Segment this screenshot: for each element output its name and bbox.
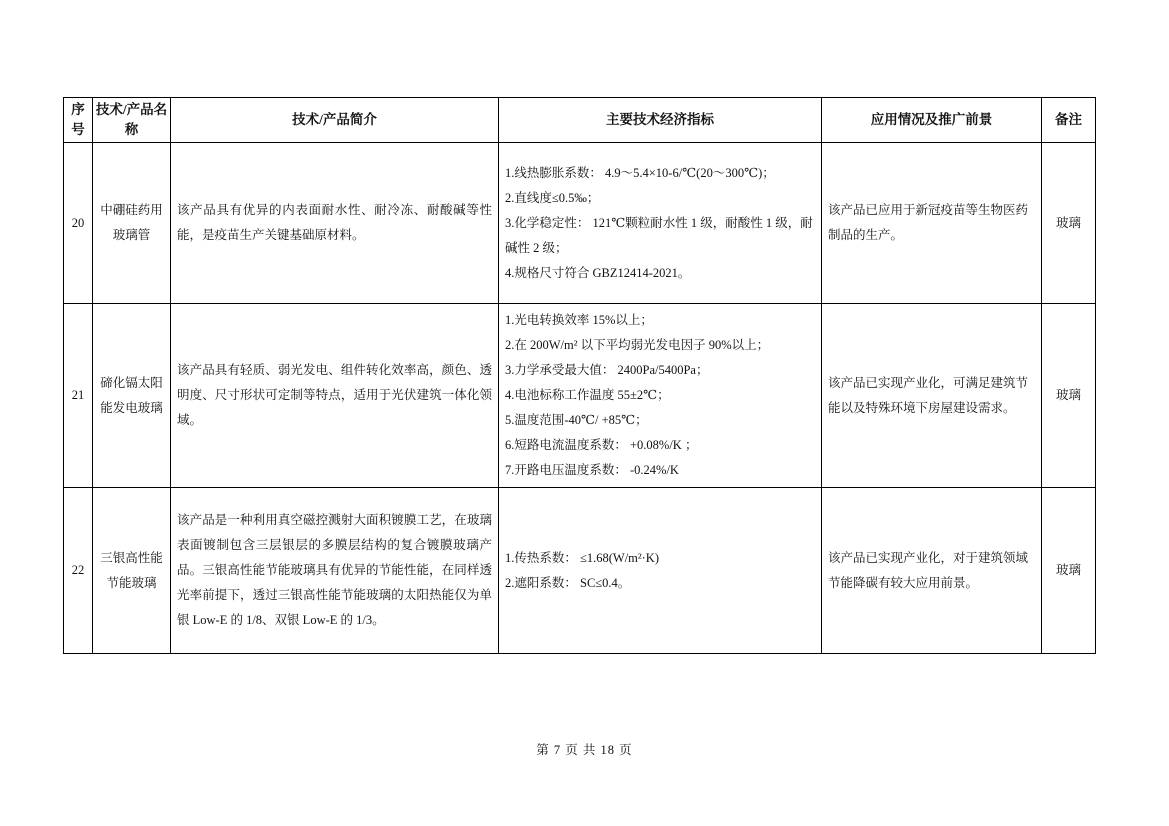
- indicator-line: 1.传热系数： ≤1.68(W/m²·K): [505, 550, 659, 565]
- table-row: [64, 304, 1096, 488]
- indicator-line: 6.短路电流温度系数： +0.08%/K ；: [505, 438, 698, 452]
- indicator-line: 1.线热膨胀系数： 4.9～5.4×10-6/℃(20～300℃)；: [505, 165, 775, 180]
- indicator-line: 2.遮阳系数： SC≤0.4。: [505, 575, 631, 590]
- col-header-indicators: 主要技术经济指标: [499, 98, 822, 143]
- col-header-no: 序号: [64, 98, 93, 143]
- col-header-name: 技术/产品名称: [93, 98, 171, 143]
- indicator-line: 4.电池标称工作温度 55±2℃；: [505, 388, 670, 402]
- indicator-line: 1.光电转换效率 15%以上；: [505, 313, 653, 327]
- indicator-line: 3.力学承受最大值： 2400Pa/5400Pa；: [505, 363, 709, 377]
- table-row: [64, 488, 1096, 654]
- note-text: 玻璃: [1042, 304, 1096, 488]
- indicators-cell: [499, 304, 822, 488]
- application-text: 该产品已实现产业化，对于建筑领域节能降碳有较大应用前景。: [822, 488, 1042, 654]
- col-header-application: 应用情况及推广前景: [822, 98, 1042, 143]
- product-intro: 该产品具有轻质、弱光发电、组件转化效率高，颜色、透明度、尺寸形状可定制等特点，适用于光伏建筑一体化领域。: [171, 304, 499, 488]
- row-number: 22: [64, 488, 93, 654]
- note-text: 玻璃: [1042, 488, 1096, 654]
- product-intro: 该产品是一种利用真空磁控溅射大面积镀膜工艺，在玻璃表面镀制包含三层银层的多膜层结构的复合镀膜玻璃产品。三银高性能节能玻璃具有优异的节能性能，在同样透光率前提下，透过三银高性能节能玻璃的太阳热能仅为单银 Low-E 的 1/8、双银 Low-E 的 1/3。: [171, 488, 499, 654]
- product-name: 三银高性能节能玻璃: [93, 488, 171, 654]
- note-text: 玻璃: [1042, 143, 1096, 304]
- row-number: 21: [64, 304, 93, 488]
- indicator-line: 3.化学稳定性： 121℃颗粒耐水性 1 级，耐酸性 1 级，耐碱性 2 级；: [505, 215, 813, 255]
- indicators-cell: [499, 143, 822, 304]
- indicator-line: 4.规格尺寸符合 GBZ12414-2021。: [505, 265, 691, 280]
- table-row: [64, 143, 1096, 304]
- col-header-note: 备注: [1042, 98, 1096, 143]
- product-table: [63, 97, 1096, 654]
- indicators-cell: [499, 488, 822, 654]
- application-text: 该产品已实现产业化，可满足建筑节能以及特殊环境下房屋建设需求。: [822, 304, 1042, 488]
- table-header-row: [64, 98, 1096, 143]
- row-number: 20: [64, 143, 93, 304]
- product-name: 碲化镉太阳能发电玻璃: [93, 304, 171, 488]
- indicator-line: 2.直线度≤0.5‰；: [505, 190, 600, 205]
- indicator-line: 5.温度范围-40℃/ +85℃；: [505, 413, 648, 427]
- page-footer: 第 7 页 共 18 页: [536, 743, 633, 757]
- product-intro: 该产品具有优异的内表面耐水性、耐冷冻、耐酸碱等性能，是疫苗生产关键基础原材料。: [171, 143, 499, 304]
- product-name: 中硼硅药用玻璃管: [93, 143, 171, 304]
- indicator-line: 7.开路电压温度系数： -0.24%/K: [505, 463, 679, 477]
- indicator-line: 2.在 200W/m² 以下平均弱光发电因子 90%以上；: [505, 338, 770, 352]
- application-text: 该产品已应用于新冠疫苗等生物医药制品的生产。: [822, 143, 1042, 304]
- col-header-intro: 技术/产品简介: [171, 98, 499, 143]
